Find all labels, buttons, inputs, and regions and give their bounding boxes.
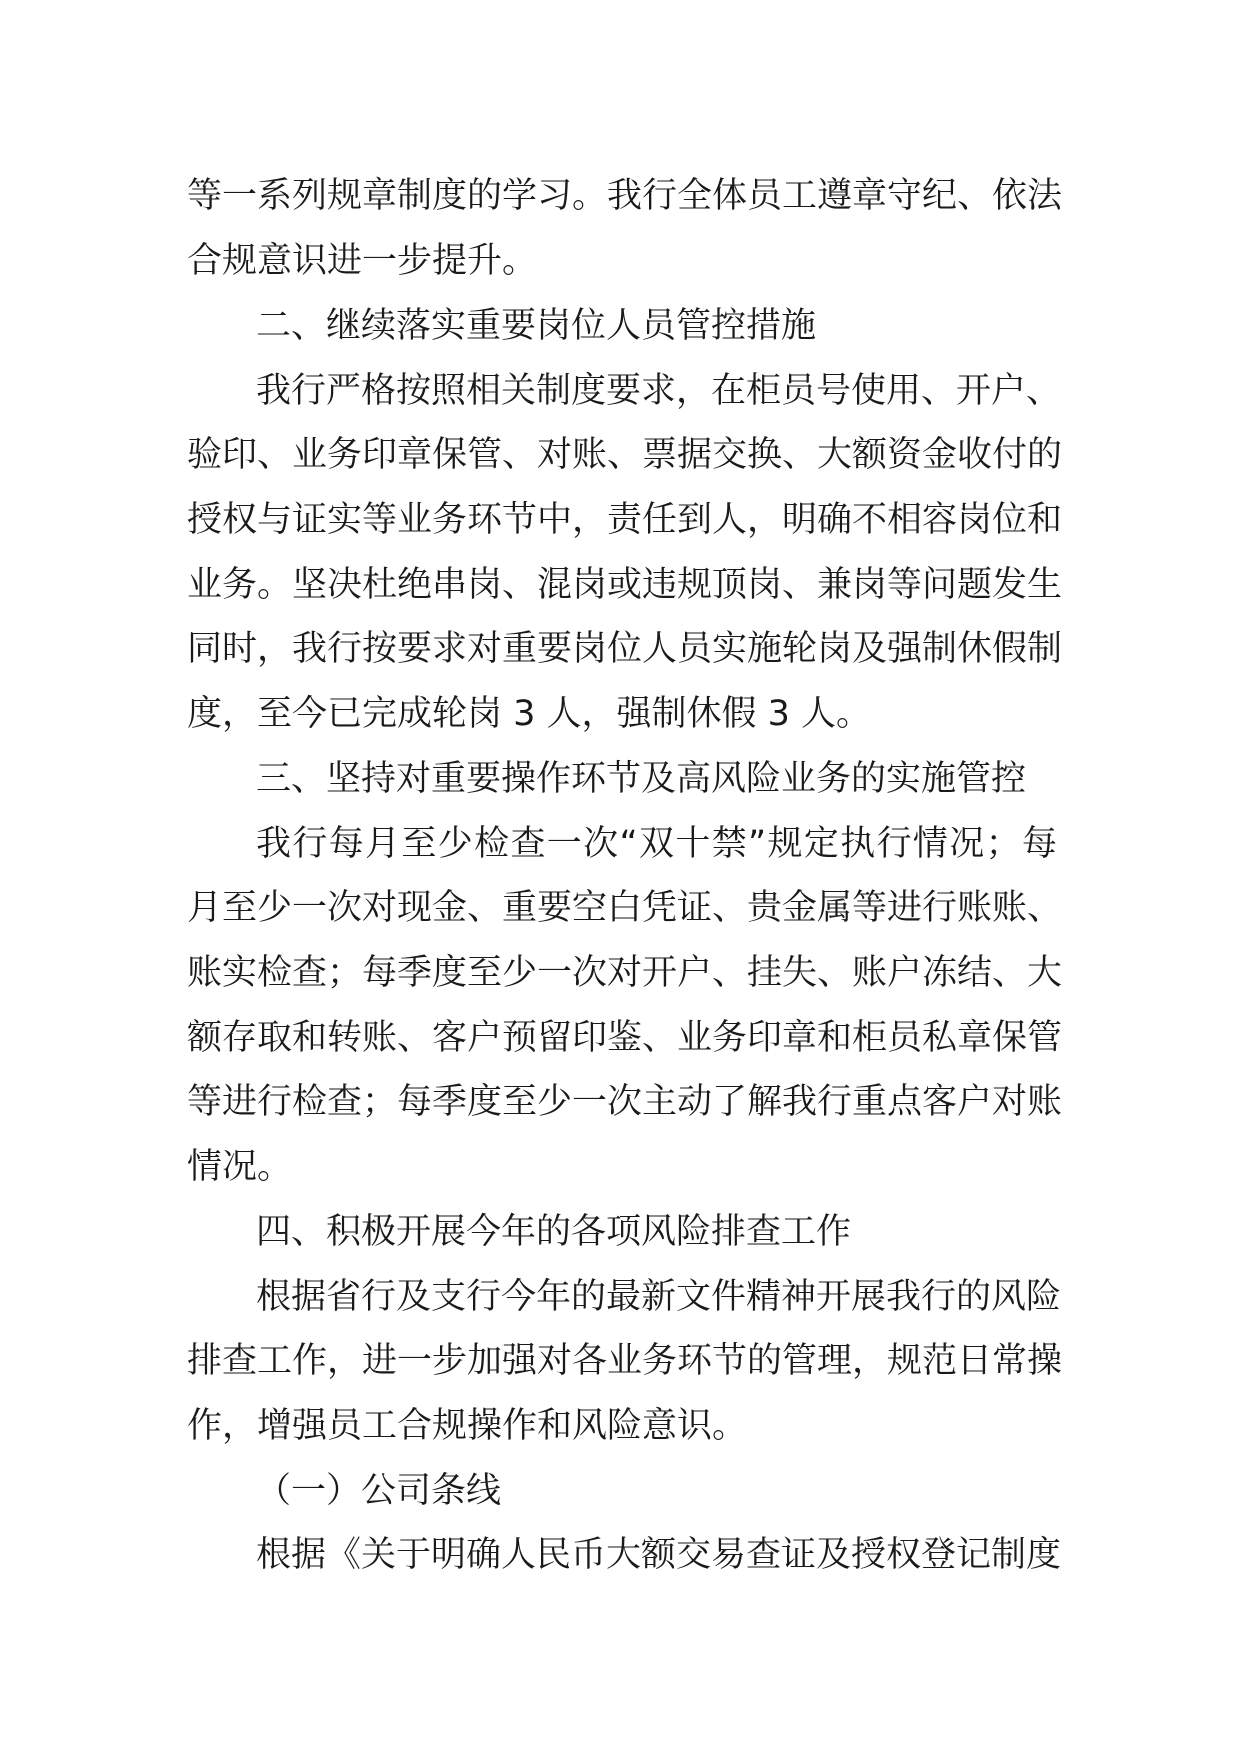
text-line-12: 月至少一次对现金、重要空白凭证、贵金属等进行账账、: [187, 888, 1063, 928]
text-line-13: 账实检查；每季度至少一次对开户、挂失、账户冻结、大: [187, 953, 1063, 993]
section-heading-3: 三、坚持对重要操作环节及高风险业务的实施管控: [256, 759, 1027, 799]
subsection-heading-1: （一）公司条线: [256, 1471, 502, 1511]
text-line-7: 业务。坚决杜绝串岗、混岗或违规顶岗、兼岗等问题发生: [187, 565, 1063, 605]
text-line-6: 授权与证实等业务环节中，责任到人，明确不相容岗位和: [187, 500, 1063, 540]
text-line-14: 额存取和转账、客户预留印鉴、业务印章和柜员私章保管: [187, 1018, 1063, 1058]
text-line-18: 根据省行及支行今年的最新文件精神开展我行的风险: [256, 1277, 1062, 1317]
text-line-15: 等进行检查；每季度至少一次主动了解我行重点客户对账: [187, 1082, 1063, 1122]
text-line-4: 我行严格按照相关制度要求，在柜员号使用、开户、: [256, 371, 1062, 411]
text-line-1: 等一系列规章制度的学习。我行全体员工遵章守纪、依法: [187, 176, 1063, 216]
text-line-5: 验印、业务印章保管、对账、票据交换、大额资金收付的: [187, 435, 1063, 475]
section-heading-4: 四、积极开展今年的各项风险排查工作: [256, 1212, 852, 1252]
text-line-8: 同时，我行按要求对重要岗位人员实施轮岗及强制休假制: [187, 629, 1063, 669]
text-line-2: 合规意识进一步提升。: [187, 241, 538, 281]
text-line-22: 根据《关于明确人民币大额交易查证及授权登记制度: [256, 1535, 1062, 1575]
text-line-19: 排查工作，进一步加强对各业务环节的管理，规范日常操: [187, 1341, 1063, 1381]
text-line-20: 作，增强员工合规操作和风险意识。: [187, 1406, 748, 1446]
section-heading-2: 二、继续落实重要岗位人员管控措施: [256, 306, 817, 346]
text-line-11: 我行每月至少检查一次“双十禁”规定执行情况；每: [256, 824, 1057, 864]
text-line-9: 度，至今已完成轮岗 3 人，强制休假 3 人。: [187, 694, 872, 734]
text-line-16: 情况。: [187, 1147, 293, 1187]
